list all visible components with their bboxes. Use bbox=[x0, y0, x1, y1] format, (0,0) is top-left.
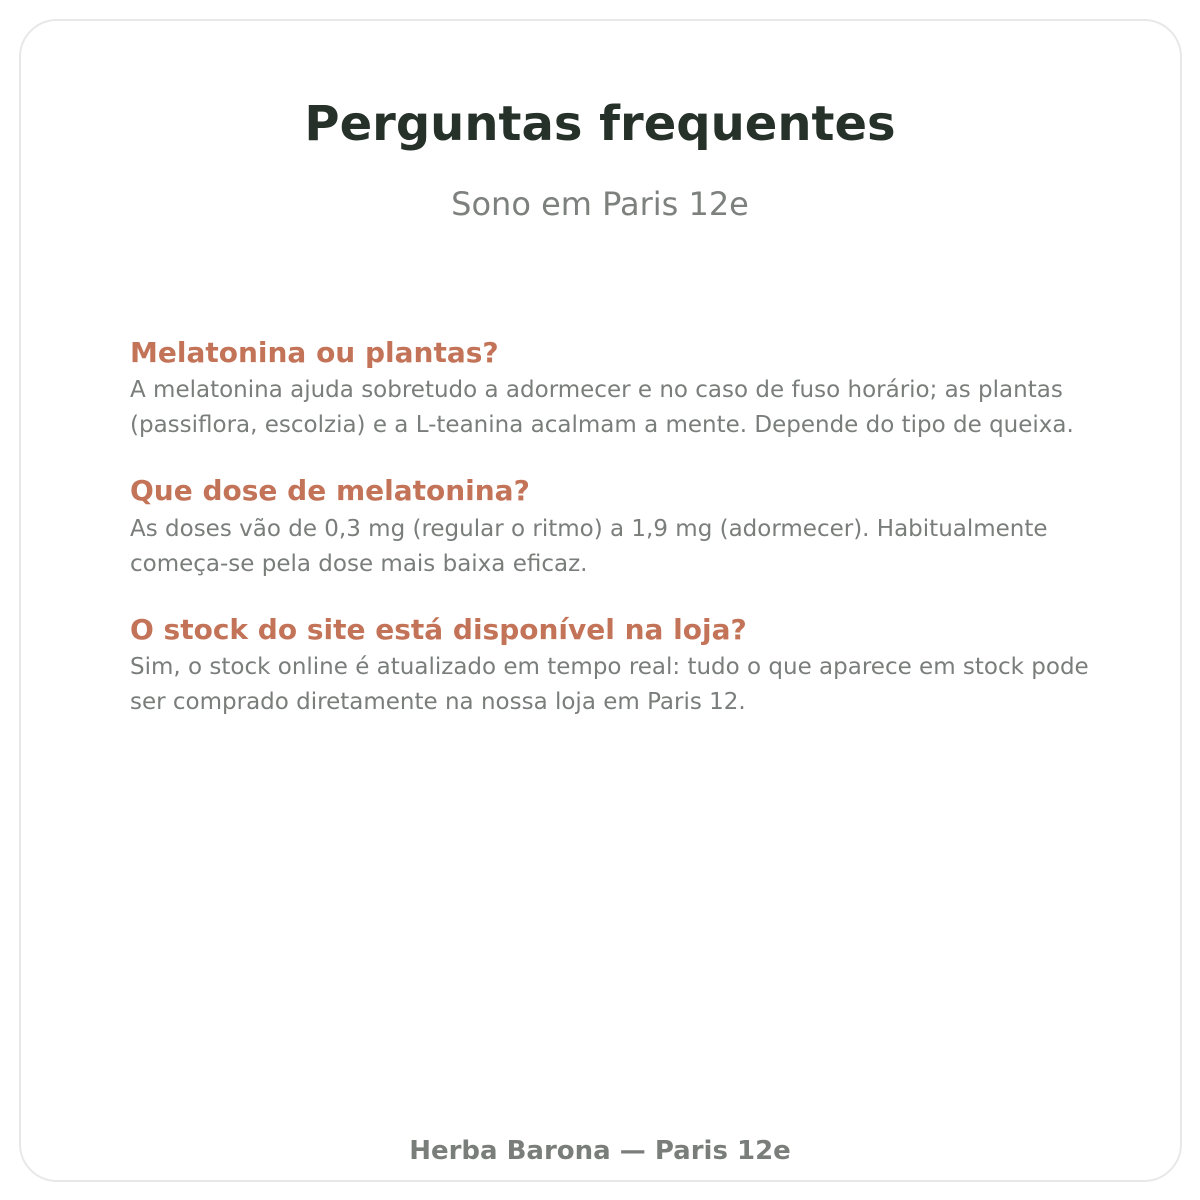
faq-question: O stock do site está disponível na loja? bbox=[130, 612, 747, 646]
faq-question: Que dose de melatonina? bbox=[130, 474, 530, 508]
faq-list bbox=[130, 335, 1105, 750]
page-title: Perguntas frequentes bbox=[304, 96, 896, 152]
faq-question: Melatonina ou plantas? bbox=[130, 336, 499, 369]
faq-item bbox=[130, 473, 1105, 581]
faq-item bbox=[130, 612, 1105, 720]
footer-brand: Herba Barona — Paris 12e bbox=[409, 1136, 791, 1166]
faq-answer: As doses vão de 0,3 mg (regular o ritmo) a 1,9 mg (adormecer). Habitualmente começa-se pela dose mais baixa eficaz. bbox=[130, 515, 1048, 577]
faq-answer: A melatonina ajuda sobretudo a adormecer e no caso de fuso horário; as plantas (passiflora, escolzia) e a L-teanina acalmam a mente. Depende do tipo de queixa. bbox=[130, 377, 1074, 439]
page-subtitle: Sono em Paris 12e bbox=[451, 185, 749, 223]
faq-item bbox=[130, 335, 1105, 443]
faq-answer: Sim, o stock online é atualizado em tempo real: tudo o que aparece em stock pode ser comprado diretamente na nossa loja em Paris 12. bbox=[130, 654, 1089, 716]
